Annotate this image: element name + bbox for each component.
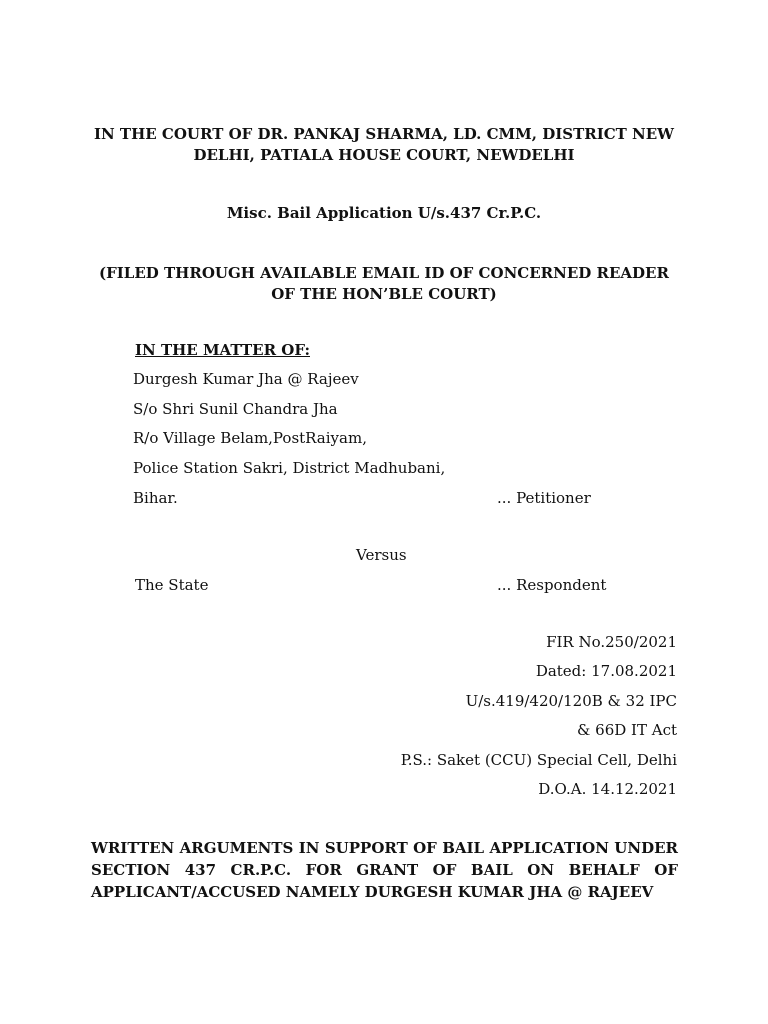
- arguments-heading-line-3: APPLICANT/ACCUSED NAMELY DURGESH KUMAR JHA @ RAJEEV: [91, 883, 654, 901]
- court-heading-line-2: DELHI, PATIALA HOUSE COURT, NEWDELHI: [193, 146, 575, 164]
- petitioner-address-district: Police Station Sakri, District Madhubani,: [133, 459, 446, 477]
- petitioner-name: Durgesh Kumar Jha @ Rajeev: [133, 370, 359, 388]
- respondent-role: ... Respondent: [497, 576, 607, 594]
- fir-number: FIR No.250/2021: [546, 633, 677, 651]
- filed-through-line-1: (FILED THROUGH AVAILABLE EMAIL ID OF CONCERNED READER: [99, 264, 669, 282]
- arguments-heading-line-1: WRITTEN ARGUMENTS IN SUPPORT OF BAIL APPLICATION UNDER: [91, 839, 678, 857]
- ipc-sections: U/s.419/420/120B & 32 IPC: [465, 692, 677, 710]
- versus-label: Versus: [356, 546, 407, 564]
- police-station: P.S.: Saket (CCU) Special Cell, Delhi: [400, 751, 677, 769]
- petitioner-parentage: S/o Shri Sunil Chandra Jha: [133, 400, 338, 418]
- respondent-name: The State: [135, 576, 209, 594]
- petitioner-role: ... Petitioner: [497, 489, 591, 507]
- arguments-heading-line-2: SECTION 437 CR.P.C. FOR GRANT OF BAIL ON BEHALF OF: [91, 861, 678, 879]
- matter-heading: IN THE MATTER OF:: [135, 341, 310, 359]
- application-title: Misc. Bail Application U/s.437 Cr.P.C.: [226, 204, 542, 222]
- petitioner-address-village: R/o Village Belam,PostRaiyam,: [133, 429, 367, 447]
- fir-date: Dated: 17.08.2021: [535, 662, 677, 680]
- filed-through-line-2: OF THE HON’BLE COURT): [271, 285, 497, 303]
- petitioner-address-state: Bihar.: [133, 489, 178, 507]
- court-heading-line-1: IN THE COURT OF DR. PANKAJ SHARMA, LD. CMM, DISTRICT NEW: [93, 125, 675, 143]
- it-act-section: & 66D IT Act: [577, 721, 677, 739]
- date-of-arrest: D.O.A. 14.12.2021: [538, 780, 677, 798]
